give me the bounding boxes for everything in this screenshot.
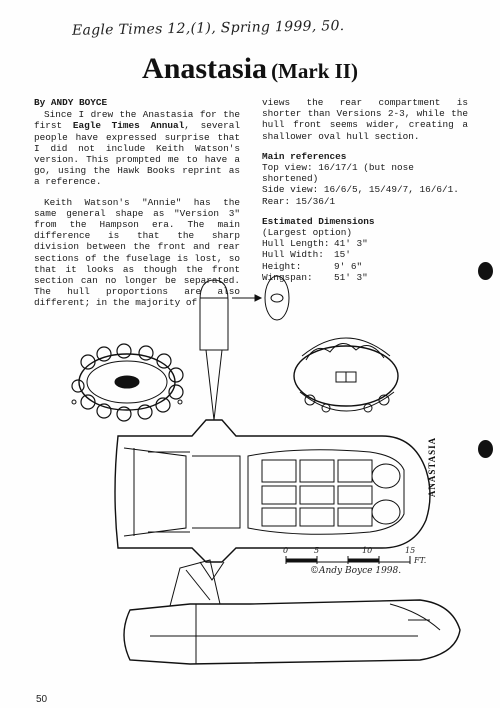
dimension-label: Wingspan: — [262, 271, 313, 283]
dimensions-note: (Largest option) — [262, 227, 353, 239]
title-main: Anastasia — [142, 52, 268, 85]
byline: By ANDY BOYCE — [34, 97, 108, 108]
paragraph-2-continued: views the rear compartment is shorter than Versions 2-3, while the hull front seems wider, creating a shallower oval hull section. — [262, 97, 468, 142]
scale-tick-5: 5 — [314, 546, 320, 555]
dimension-label: Height: — [262, 260, 302, 272]
dimension-value: 41' 3" — [334, 238, 368, 250]
artist-signature: ©Andy Boyce 1998. — [310, 566, 402, 576]
rear-view — [294, 338, 398, 412]
reference-rear: Rear: 15/36/1 — [262, 195, 336, 207]
dimension-value: 51' 3" — [334, 271, 368, 283]
scale-tick-10: 10 — [362, 546, 373, 555]
para1-rest: , several people have expressed surprise that I did not include Keith Watson's version. This prompted me to have a go, using the Hawk Books reprint as a reference. — [34, 120, 240, 188]
scale-unit: FT. — [414, 556, 427, 565]
para1-lead: Since I drew the Anastasia for the first — [34, 109, 240, 132]
scale-tick-15: 15 — [405, 546, 416, 555]
dimensions-heading: Estimated Dimensions — [262, 215, 375, 227]
top-view — [115, 420, 430, 580]
title-sub: (Mark II) — [271, 59, 358, 83]
dimension-label: Hull Length: — [262, 238, 330, 250]
handwritten-citation: Eagle Times 12,(1), Spring 1999, 50. — [71, 18, 345, 39]
dimension-value: 15' — [334, 249, 351, 261]
punch-hole-top — [478, 262, 493, 280]
page-number: 50 — [36, 694, 48, 705]
dimension-label: Hull Width: — [262, 249, 324, 261]
para1-bold: Eagle Times Annual — [72, 120, 185, 132]
side-view — [124, 560, 460, 664]
tail-fin — [200, 276, 289, 420]
hull-name-label: ANASTASIA — [427, 436, 438, 498]
reference-side: Side view: 16/6/5, 15/49/7, 16/6/1. — [262, 184, 459, 196]
scale-bar — [286, 556, 410, 564]
scale-tick-0: 0 — [283, 546, 289, 555]
punch-hole-bottom — [478, 440, 493, 458]
reference-top: Top view: 16/17/1 (but nose shortened) — [262, 162, 414, 185]
references-heading: Main references — [262, 150, 347, 162]
front-view — [72, 344, 183, 421]
dimension-value: 9' 6" — [334, 260, 363, 272]
paragraph-2: Keith Watson's "Annie" has the same general shape as "Version 3" from the Hampson era. The main difference is that the sharp division between the front and rear sections of the fuselage is lost, so that it looks as though the front section can no longer be separated. The hull proportions are also different; in the majority of — [34, 196, 240, 309]
